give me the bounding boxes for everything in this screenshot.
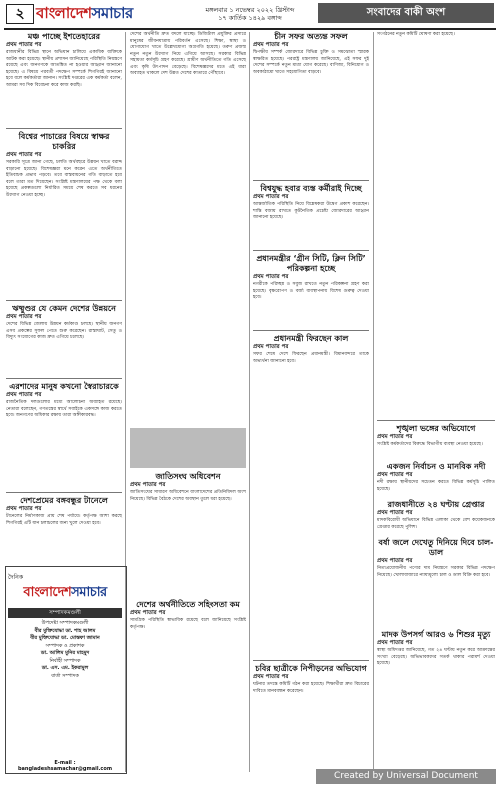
- article-byline: প্রথম পাতার পর: [130, 482, 166, 488]
- editorial-line: ডা. আলিম মুনির মাহমুদ: [40, 650, 90, 656]
- article-byline: প্রথম পাতার পর: [6, 152, 42, 158]
- article: [6, 496, 122, 527]
- masthead-logo: বাংলাদেশসমাচার: [36, 3, 133, 22]
- article-byline: প্রথম পাতার পর: [6, 314, 42, 320]
- page-number: ২: [6, 4, 34, 24]
- article-byline: প্রথম পাতার পর: [130, 610, 166, 616]
- column-divider: [373, 32, 374, 772]
- article-byline: প্রথম পাতার পর: [253, 194, 289, 200]
- article-body: সংশ্লিষ্ট কর্মকর্তাদের বিরুদ্ধে বিভাগীয় ব্যবস্থা নেওয়া হয়েছে।: [377, 442, 483, 447]
- masthead-logo-secondary: দৈনিক বাংলাদেশসমাচার: [8, 572, 122, 606]
- section-banner: সংবাদের বাকী অংশ: [318, 3, 494, 23]
- article-body: ঘটনার তদন্তে কমিটি গঠন করা হয়েছে। শিক্ষার্থীরা দ্রুত বিচারের দাবিতে মানববন্ধন করেছেন।: [253, 682, 369, 694]
- article-byline: প্রথম পাতার পর: [6, 42, 42, 48]
- article-byline: প্রথম পাতার পর: [253, 42, 289, 48]
- article-headline: রাজধানীতে ২৪ ঘণ্টায় গ্রেপ্তার: [387, 500, 485, 509]
- article: [377, 424, 495, 449]
- editorial-label: সম্পাদকমণ্ডলী: [8, 608, 122, 618]
- date-bengali: ১৭ কার্তিক ১৪২৯ বঙ্গাব্দ: [218, 14, 282, 22]
- divider: [6, 492, 122, 493]
- article-headline: চীন সফর অত্যন্ত সফল: [274, 32, 348, 41]
- column-divider: [249, 32, 250, 772]
- divider: [253, 250, 369, 251]
- divider: [6, 300, 122, 301]
- article-byline: প্রথম পাতার পর: [6, 392, 42, 398]
- article-body: টানেলের নির্মাণকাজ প্রায় শেষ পর্যায়ে। কর্তৃপক্ষ আশা করছে শিগগিরই এটি যান চলাচলের জন্য খুলে দেওয়া হবে।: [6, 514, 122, 526]
- article-headline: এরশাদের মানুষ কখনো স্বৈরাচারকে: [9, 382, 119, 391]
- article: [130, 32, 246, 78]
- article-headline: দেশপ্রেমের বঙ্গবন্ধুর টানেলে: [20, 496, 108, 505]
- article: [377, 630, 495, 668]
- article-byline: প্রথম পাতার পর: [377, 558, 413, 564]
- editorial-line: বীর মুক্তিযোদ্ধা ডা. মোস্তফা জামান: [30, 635, 100, 641]
- editorial-board: [8, 620, 122, 680]
- article-body: সামগ্রিক পরিস্থিতি স্বাভাবিক রয়েছে বলে জানিয়েছে সংশ্লিষ্ট কর্তৃপক্ষ।: [130, 618, 246, 630]
- article: [253, 184, 369, 222]
- article-headline: একজন নির্বাচন ও মানবিক নদী: [386, 462, 486, 471]
- article-byline: প্রথম পাতার পর: [253, 674, 289, 680]
- editorial-line: বার্তা সম্পাদক: [51, 672, 79, 679]
- article: [377, 32, 495, 39]
- article-headline: শৃঙ্খলা ভঙ্গের অভিযোগে: [396, 424, 476, 433]
- divider: [253, 660, 369, 661]
- article: [377, 500, 495, 531]
- editorial-line: উপদেষ্টা সম্পাদকমণ্ডলী: [41, 620, 89, 626]
- divider: [253, 180, 369, 181]
- article: [6, 304, 122, 342]
- dateline: [190, 6, 310, 22]
- article-headline: বিশ্বযুদ্ধ হবার ব্যস্ত কর্মীরাই দিচ্ছে: [260, 184, 362, 193]
- article-body: নদী রক্ষায় স্থানীয়দের সচেতন করতে বিভিন্ন কর্মসূচি পালিত হয়েছে।: [377, 480, 495, 492]
- editorial-line: ডা. এস. এম. ইকরামুল: [41, 665, 89, 671]
- contact-email: E-mail : bangladeshsamachar@gmail.com: [17, 760, 113, 772]
- divider: [377, 420, 495, 421]
- article-headline: জাতিসংঘ অধিবেশন: [155, 472, 221, 481]
- converter-watermark: Created by Universal Document Converter: [316, 769, 496, 784]
- article-body: রাজধানীর বিভিন্ন স্থানে অভিযান চালিয়ে একাধিক ব্যক্তিকে আটক করা হয়েছে। স্থানীয় প্রশাসন জানিয়েছে পরিস্থিতি নিয়ন্ত্রণে রয়েছে এবং জনগণকে আতঙ্কিত না হওয়ার আহ্বান জানানো হয়েছে। এ বিষয়ে পরবর্তী পদক্ষেপ সম্পর্কে শিগগিরই জানানো হবে বলে কর্মকর্তারা জানান। সংশ্লিষ্ট দপ্তরের এক কর্মকর্তা বলেন, আমরা সব দিক বিবেচনা করে কাজ করছি।: [6, 50, 122, 88]
- divider: [6, 378, 122, 379]
- article: [377, 538, 495, 579]
- article: [6, 132, 122, 199]
- article-byline: প্রথম পাতার পর: [253, 344, 289, 350]
- divider: [253, 330, 369, 331]
- article-body: সরকারি সূত্রে জানা গেছে, চলতি অর্থবছরে উন্নয়ন খাতে বরাদ্দ বাড়ানো হয়েছে। বিশেষজ্ঞরা মনে করেন এতে অর্থনীতিতে ইতিবাচক প্রভাব পড়বে। তবে বাস্তবায়নের গতি বাড়াতে হবে বলে তারা মত দিয়েছেন। সংশ্লিষ্ট মন্ত্রণালয়ের পক্ষ থেকে বলা হয়েছে প্রকল্পগুলো নির্ধারিত সময়ে শেষ করতে সব ধরনের উদ্যোগ নেওয়া হচ্ছে।: [6, 160, 122, 198]
- article: [6, 382, 122, 420]
- article-body: জাতিসংঘের সাধারণ অধিবেশনে বাংলাদেশের প্রতিনিধিদল অংশ নিয়েছে। বিভিন্ন বৈঠকে দেশের অবস্থান তুলে ধরা হয়েছে।: [130, 490, 246, 502]
- article-body: সংগঠনের নতুন কমিটি ঘোষণা করা হয়েছে।: [377, 32, 455, 37]
- divider: [6, 128, 122, 129]
- article-byline: প্রথম পাতার পর: [377, 640, 413, 646]
- article-headline: চবির ছাত্রীকে নিপীড়নের অভিযোগ: [255, 664, 367, 673]
- article: [253, 32, 369, 76]
- article-body: নগরীকে পরিচ্ছন্ন ও সবুজ রাখতে নতুন পরিকল্পনা গ্রহণ করা হয়েছে। বৃক্ষরোপণ ও বর্জ্য ব্যবস্থাপনায় বিশেষ গুরুত্ব দেওয়া হবে।: [253, 282, 369, 300]
- header-rule: [4, 28, 496, 30]
- article-headline: মাদক উপসর্গ আরও ৬ শিশুর মৃত্যু: [381, 630, 491, 639]
- article-body: স্বাস্থ্য অধিদপ্তর জানিয়েছে, গত ২৪ ঘণ্টায় নতুন করে আক্রান্তের সংখ্যা বেড়েছে। অভিভাবকদের সতর্ক থাকার পরামর্শ দেওয়া হয়েছে।: [377, 648, 495, 666]
- article-body: মাদকবিরোধী অভিযানে বিভিন্ন এলাকা থেকে বেশ কয়েকজনকে গ্রেপ্তার করেছে পুলিশ।: [377, 518, 495, 530]
- article: [253, 254, 369, 302]
- article: [253, 664, 369, 695]
- article-byline: প্রথম পাতার পর: [377, 434, 413, 440]
- article-headline: ঋষ্মুণ্ডর যে কেমন দেশের উন্নয়নে: [12, 304, 116, 313]
- article-byline: প্রথম পাতার পর: [253, 274, 289, 280]
- masthead-prefix: দৈনিক: [8, 574, 24, 581]
- editorial-line: বীর মুক্তিযোদ্ধা ডা. শাহ আলম: [34, 627, 96, 634]
- article-body: আন্তর্জাতিক পরিস্থিতি নিয়ে বিশ্লেষকরা উদ্বেগ প্রকাশ করেছেন। শান্তি বজায় রাখতে কূটনৈতিক প্রচেষ্টা জোরদারের আহ্বান জানানো হয়েছে।: [253, 202, 369, 220]
- article-byline: প্রথম পাতার পর: [377, 510, 413, 516]
- article-byline: প্রথম পাতার পর: [377, 472, 413, 478]
- article-body: সফর শেষে দেশে ফিরছেন প্রধানমন্ত্রী। বিমানবন্দরে তাকে অভ্যর্থনা জানানো হবে।: [253, 352, 369, 364]
- editorial-line: নির্বাহী সম্পাদক: [49, 657, 81, 664]
- article: [130, 472, 246, 503]
- article-body: নিত্যপ্রয়োজনীয় পণ্যের দাম নিয়ন্ত্রণে সরকার বিভিন্ন পদক্ষেপ নিয়েছে। খোলাবাজারে ন্যায্যমূল্যে চাল ও ডাল বিক্রি করা হবে।: [377, 566, 495, 578]
- article-headline: বিশ্বের পাচারের বিষয়ে স্বাক্ষর চাকরির: [18, 132, 110, 151]
- article-headline: দেশের অর্থনীতিতে সহিংসতা কম: [136, 600, 240, 609]
- date-gregorian: মঙ্গলবার ১ নভেম্বর ২০২২ খ্রিস্টাব্দ: [205, 6, 295, 14]
- article-body: দেশের অর্থনীতি দ্রুত বদলে যাচ্ছে। ডিজিটাল প্রযুক্তির প্রসারে মানুষের জীবনযাত্রায় পরিবর্তন এসেছে। শিক্ষা, স্বাস্থ্য ও যোগাযোগ খাতে উল্লেখযোগ্য অগ্রগতি হয়েছে। তরুণ প্রজন্ম নতুন নতুন উদ্যোগ নিয়ে এগিয়ে আসছে। সরকার বিভিন্ন সহায়তা কর্মসূচি গ্রহণ করেছে। গ্রামীণ অর্থনীতিতে গতি এসেছে এবং কৃষি উৎপাদন বেড়েছে। বিশেষজ্ঞদের মতে এই ধারা অব্যাহত থাকলে দেশ উন্নত দেশের কাতারে পৌঁছাবে।: [130, 32, 246, 76]
- article: [253, 334, 369, 365]
- article: [6, 32, 122, 89]
- article-headline: প্রধানমন্ত্রীর ‘গ্রীন সিটি, ক্লিন সিটি’ পরিকল্পনা হচ্ছে: [256, 254, 366, 273]
- article: [377, 462, 495, 493]
- article-headline: প্রধানমন্ত্রী ফিরছেন কাল: [273, 334, 349, 343]
- editorial-line: সম্পাদক ও প্রকাশক: [45, 642, 85, 649]
- article-headline: মঞ্চ পাচ্ছে ইশতেহারের: [27, 32, 101, 41]
- article-body: দেশের বিভিন্ন জেলায় উন্নয়ন কর্মকাণ্ড চলছে। স্থানীয় জনগণ এসব প্রকল্পের সুফল পেতে শুরু করেছেন। রাস্তাঘাট, সেতু ও বিদ্যুৎ সংযোগের কাজ দ্রুত এগিয়ে চলেছে।: [6, 322, 122, 340]
- article-body: রাজনৈতিক দলগুলোর মধ্যে আলোচনা অব্যাহত রয়েছে। নেতারা বলেছেন, গণতন্ত্রের স্বার্থে সবাইকে একসঙ্গে কাজ করতে হবে। জনগণের অধিকার রক্ষায় তারা অঙ্গীকারবদ্ধ।: [6, 400, 122, 418]
- article-headline: বর্ষা জলে দেখেতু দিনিয়ে দিবে চাল-ডাল: [378, 538, 494, 557]
- article-body: দ্বিপক্ষীয় সম্পর্ক জোরদারে বিভিন্ন চুক্তি ও সমঝোতা স্মারক স্বাক্ষরিত হয়েছে। পররাষ্ট্র মন্ত্রণালয় জানিয়েছে, এই সফর দুই দেশের সম্পর্কে নতুন মাত্রা যোগ করেছে। বাণিজ্য, বিনিয়োগ ও অবকাঠামো খাতে সহযোগিতা বাড়বে।: [253, 50, 369, 75]
- article: [130, 600, 246, 631]
- article-byline: প্রথম পাতার পর: [6, 506, 42, 512]
- article-photo: [130, 428, 246, 468]
